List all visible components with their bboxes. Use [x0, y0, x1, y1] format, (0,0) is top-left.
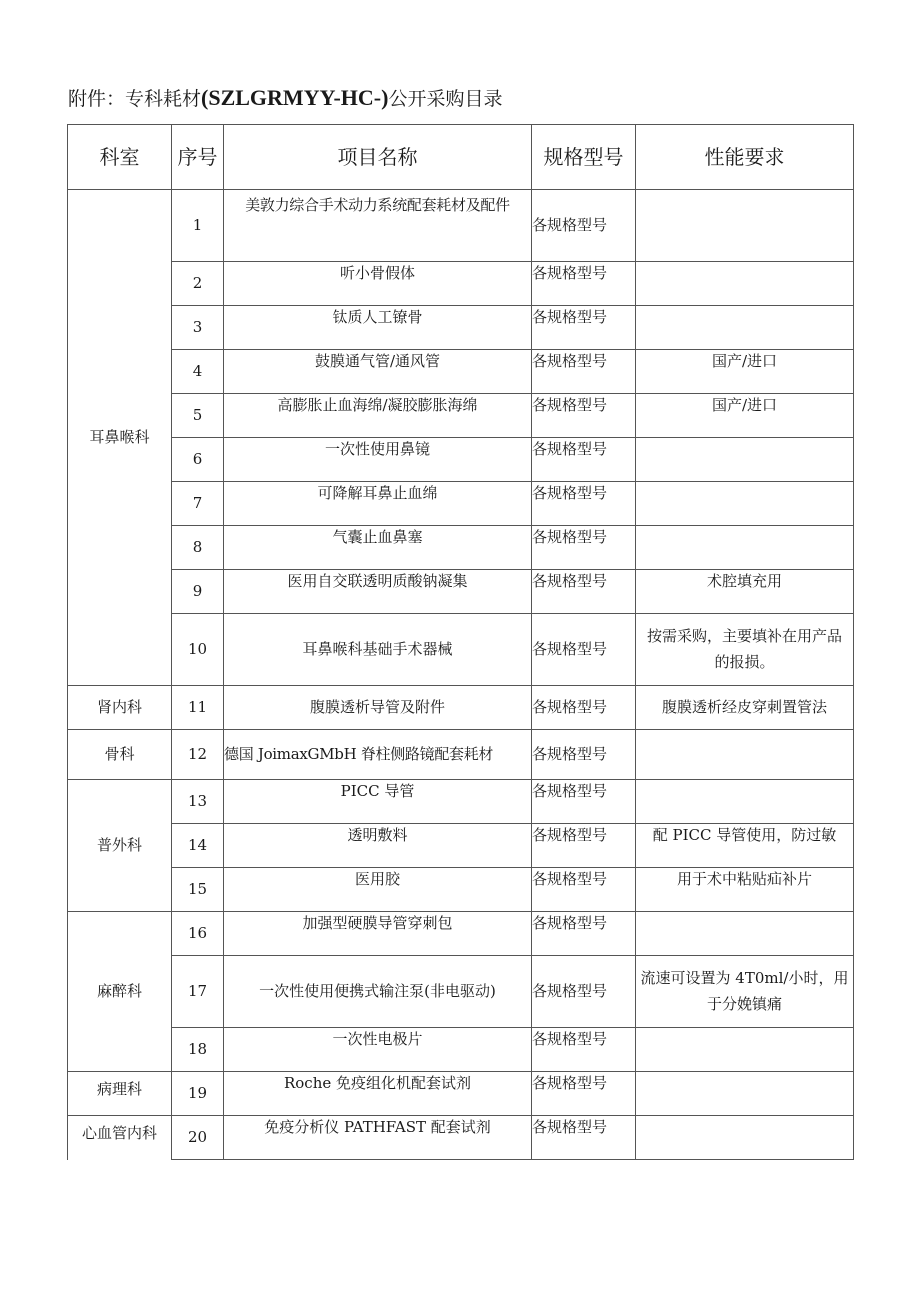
row-no: 6	[172, 438, 224, 482]
item-perf: 配 PICC 导管使用，防过敏	[636, 824, 854, 868]
item-spec: 各规格型号	[532, 306, 636, 350]
item-name: 医用胶	[224, 868, 532, 912]
item-name: 透明敷料	[224, 824, 532, 868]
item-name: 耳鼻喉科基础手术器械	[224, 614, 532, 686]
dept-cell: 耳鼻喉科	[68, 190, 172, 686]
item-spec: 各规格型号	[532, 526, 636, 570]
document-title	[68, 84, 502, 111]
item-name: PICC 导管	[224, 780, 532, 824]
item-name: 一次性使用便携式输注泵(非电驱动)	[224, 956, 532, 1028]
row-no: 9	[172, 570, 224, 614]
table-row	[68, 438, 854, 482]
table-row	[68, 526, 854, 570]
item-name: 高膨胀止血海绵/凝胶膨胀海绵	[224, 394, 532, 438]
table-row	[68, 1116, 854, 1160]
table-row	[68, 306, 854, 350]
item-spec: 各规格型号	[532, 570, 636, 614]
row-no: 1	[172, 190, 224, 262]
item-spec: 各规格型号	[532, 262, 636, 306]
row-no: 4	[172, 350, 224, 394]
item-name: 美敦力综合手术动力系统配套耗材及配件	[224, 190, 532, 262]
item-perf: 按需采购，主要填补在用产品的报损。	[636, 614, 854, 686]
item-spec: 各规格型号	[532, 686, 636, 730]
row-no: 19	[172, 1072, 224, 1116]
header-perf: 性能要求	[636, 125, 854, 190]
item-name: 听小骨假体	[224, 262, 532, 306]
item-spec: 各规格型号	[532, 780, 636, 824]
row-no: 17	[172, 956, 224, 1028]
table-row	[68, 730, 854, 780]
table-row	[68, 262, 854, 306]
item-perf	[636, 730, 854, 780]
dept-cell: 骨科	[68, 730, 172, 780]
item-name: 一次性使用鼻镜	[224, 438, 532, 482]
item-name: 鼓膜通气管/通风管	[224, 350, 532, 394]
table-row	[68, 570, 854, 614]
item-perf	[636, 780, 854, 824]
row-no: 11	[172, 686, 224, 730]
item-perf	[636, 438, 854, 482]
row-no: 20	[172, 1116, 224, 1160]
header-no: 序号	[172, 125, 224, 190]
row-no: 12	[172, 730, 224, 780]
item-perf	[636, 526, 854, 570]
row-no: 15	[172, 868, 224, 912]
item-spec: 各规格型号	[532, 614, 636, 686]
item-spec: 各规格型号	[532, 824, 636, 868]
item-name: Roche 免疫组化机配套试剂	[224, 1072, 532, 1116]
table-row	[68, 1028, 854, 1072]
item-spec: 各规格型号	[532, 730, 636, 780]
row-no: 13	[172, 780, 224, 824]
procurement-table	[67, 124, 854, 1160]
item-name: 腹膜透析导管及附件	[224, 686, 532, 730]
row-no: 14	[172, 824, 224, 868]
table-row	[68, 482, 854, 526]
item-spec: 各规格型号	[532, 482, 636, 526]
item-spec: 各规格型号	[532, 1072, 636, 1116]
item-perf	[636, 306, 854, 350]
header-dept: 科室	[68, 125, 172, 190]
dept-cell: 麻醉科	[68, 912, 172, 1072]
table-row	[68, 912, 854, 956]
title-prefix: 附件：专科耗材	[68, 88, 202, 110]
row-no: 3	[172, 306, 224, 350]
item-spec: 各规格型号	[532, 350, 636, 394]
row-no: 5	[172, 394, 224, 438]
table-row	[68, 868, 854, 912]
header-name: 项目名称	[224, 125, 532, 190]
table-row	[68, 1072, 854, 1116]
row-no: 16	[172, 912, 224, 956]
item-spec: 各规格型号	[532, 868, 636, 912]
dept-cell: 病理科	[68, 1072, 172, 1116]
item-spec: 各规格型号	[532, 394, 636, 438]
item-perf	[636, 1028, 854, 1072]
item-name: 钛质人工镣骨	[224, 306, 532, 350]
dept-cell: 普外科	[68, 780, 172, 912]
dept-cell: 心血管内科	[68, 1116, 172, 1160]
item-spec: 各规格型号	[532, 1116, 636, 1160]
table-row	[68, 190, 854, 262]
item-name: 医用自交联透明质酸钠凝集	[224, 570, 532, 614]
item-perf: 国产/进口	[636, 350, 854, 394]
table-row	[68, 956, 854, 1028]
row-no: 10	[172, 614, 224, 686]
row-no: 7	[172, 482, 224, 526]
header-spec: 规格型号	[532, 125, 636, 190]
item-spec: 各规格型号	[532, 956, 636, 1028]
item-name: 可降解耳鼻止血绵	[224, 482, 532, 526]
table-row	[68, 686, 854, 730]
item-perf	[636, 262, 854, 306]
item-perf: 国产/进口	[636, 394, 854, 438]
table-row	[68, 350, 854, 394]
dept-cell: 肾内科	[68, 686, 172, 730]
item-name: 加强型硬膜导管穿刺包	[224, 912, 532, 956]
header-row	[68, 125, 854, 190]
item-perf: 术腔填充用	[636, 570, 854, 614]
item-perf	[636, 190, 854, 262]
item-name: 气囊止血鼻塞	[224, 526, 532, 570]
item-name: 免疫分析仪 PATHFAST 配套试剂	[224, 1116, 532, 1160]
table-row	[68, 780, 854, 824]
item-perf: 流速可设置为 4T0ml/小时，用于分娩镇痛	[636, 956, 854, 1028]
row-no: 2	[172, 262, 224, 306]
title-code: (SZLGRMYY-HC-)	[201, 85, 389, 110]
item-spec: 各规格型号	[532, 1028, 636, 1072]
item-perf	[636, 482, 854, 526]
table-row	[68, 394, 854, 438]
item-perf: 腹膜透析经皮穿刺置管法	[636, 686, 854, 730]
item-spec: 各规格型号	[532, 190, 636, 262]
title-suffix: 公开采购目录	[388, 88, 503, 110]
row-no: 18	[172, 1028, 224, 1072]
item-spec: 各规格型号	[532, 438, 636, 482]
item-name: 一次性电极片	[224, 1028, 532, 1072]
row-no: 8	[172, 526, 224, 570]
item-name: 德国 JoimaxGMbH 脊柱侧路镜配套耗材	[224, 730, 532, 780]
item-spec: 各规格型号	[532, 912, 636, 956]
item-perf	[636, 1072, 854, 1116]
item-perf	[636, 1116, 854, 1160]
table-row	[68, 614, 854, 686]
item-perf: 用于术中粘贴疝补片	[636, 868, 854, 912]
table-row	[68, 824, 854, 868]
item-perf	[636, 912, 854, 956]
